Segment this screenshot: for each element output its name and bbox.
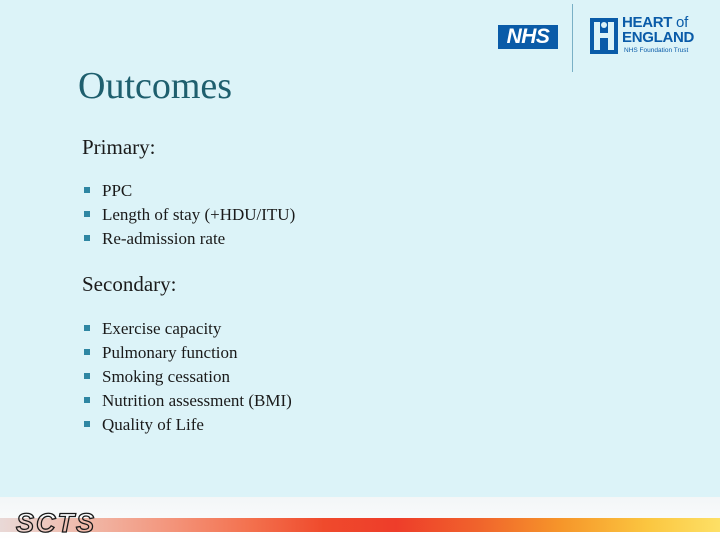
square-bullet-icon — [84, 421, 90, 427]
square-bullet-icon — [84, 397, 90, 403]
list-item — [84, 343, 292, 367]
secondary-outcomes-list — [84, 319, 292, 439]
square-bullet-icon — [84, 325, 90, 331]
scts-logo: SCTS — [16, 508, 97, 538]
list-item-text: Length of stay (+HDU/ITU) — [102, 205, 296, 224]
nhs-logo: NHS — [498, 25, 558, 49]
primary-outcomes-list — [84, 181, 295, 253]
list-item-text: Smoking cessation — [102, 367, 230, 386]
list-item-text: Re-admission rate — [102, 229, 226, 248]
logo-divider — [572, 4, 573, 72]
heart-of-england-logo — [588, 16, 708, 58]
hoe-line1: HEART of — [622, 14, 688, 31]
hoe-line2: ENGLAND — [622, 29, 695, 46]
list-item — [84, 415, 292, 439]
square-bullet-icon — [84, 349, 90, 355]
square-bullet-icon — [84, 235, 90, 241]
footer-gradient-stripe — [0, 518, 720, 532]
list-item — [84, 391, 292, 415]
hoe-line3: NHS Foundation Trust — [624, 47, 689, 54]
slide-title: Outcomes — [78, 65, 233, 107]
list-item-text: Nutrition assessment (BMI) — [102, 391, 292, 410]
list-item-text: Pulmonary function — [102, 343, 238, 362]
list-item — [84, 367, 292, 391]
list-item — [84, 205, 295, 229]
heart-of-england-icon — [588, 16, 620, 56]
list-item — [84, 319, 292, 343]
primary-heading: Primary: — [82, 135, 156, 159]
list-item — [84, 181, 295, 205]
square-bullet-icon — [84, 187, 90, 193]
secondary-heading: Secondary: — [82, 272, 177, 296]
list-item-text: PPC — [102, 181, 133, 200]
list-item-text: Exercise capacity — [102, 319, 222, 338]
list-item — [84, 229, 295, 253]
list-item-text: Quality of Life — [102, 415, 204, 434]
square-bullet-icon — [84, 211, 90, 217]
square-bullet-icon — [84, 373, 90, 379]
